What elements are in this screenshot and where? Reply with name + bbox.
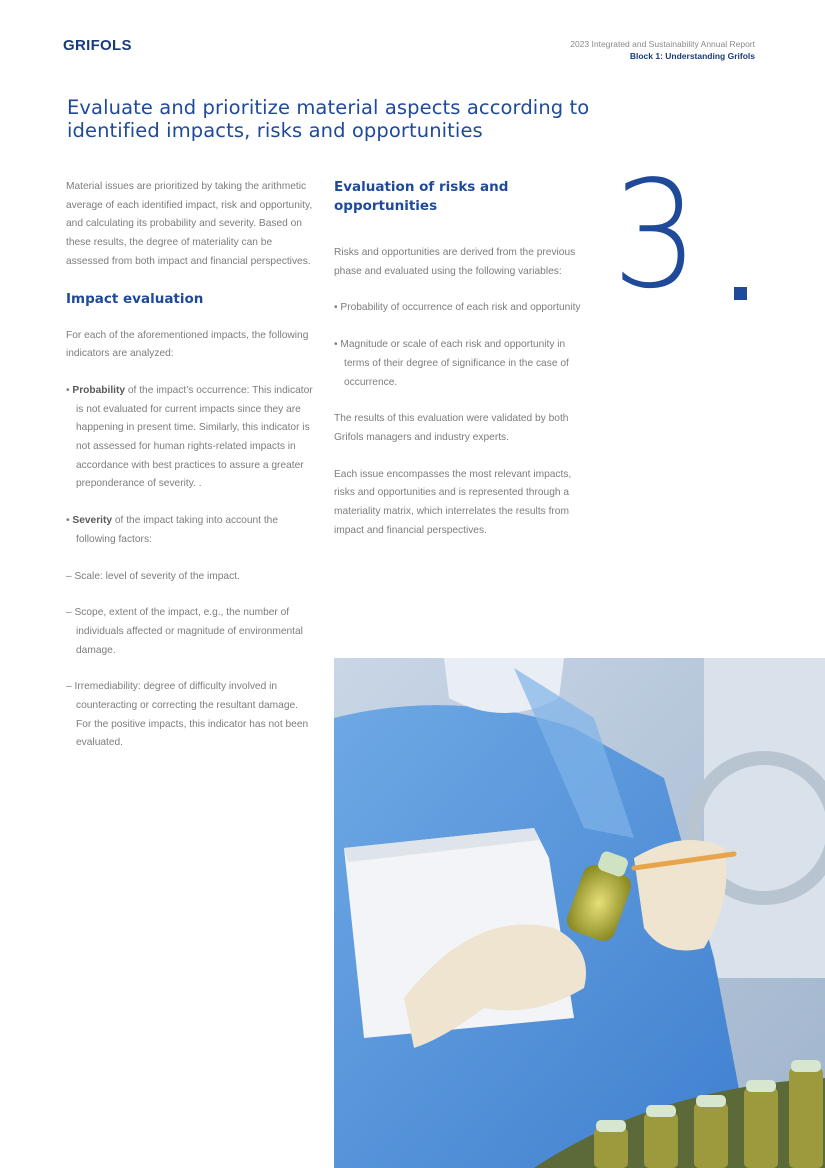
step-number: 3: [612, 149, 695, 321]
left-column: [66, 178, 314, 771]
report-header: [570, 38, 755, 62]
report-title: 2023 Integrated and Sustainability Annual Report: [570, 39, 755, 49]
indicators-intro: For each of the aforementioned impacts, the following indicators are analyzed:: [66, 329, 309, 360]
page-title: Evaluate and prioritize material aspects according to identified impacts, risks and opportunities: [67, 96, 590, 142]
probability-variable: • Probability of occurrence of each risk and opportunity: [334, 302, 581, 314]
block-label: Block 1: Understanding Grifols: [629, 51, 755, 61]
magnitude-variable: • Magnitude or scale of each risk and opportunity in terms of their degree of significance in the case of occurrence.: [334, 339, 569, 388]
probability-bullet: • Probability of the impact’s occurrence: This indicator is not evaluated for current impacts since they are happening in present time. Similarly, this indicator is not assessed for human rights-related impacts in accordance with best practices to assure a greater preponderance of severity. .: [66, 384, 313, 490]
lab-photo-illustration: [334, 658, 825, 1168]
irremediability-item: – Irremediability: degree of difficulty involved in counteracting or correcting the resultant damage. For the positive impacts, this indicator has not been evaluated.: [66, 681, 309, 749]
scope-item: – Scope, extent of the impact, e.g., the number of individuals affected or magnitude of environmental damage.: [66, 607, 303, 656]
validation-paragraph: The results of this evaluation were validated by both Grifols managers and industry experts.: [334, 413, 569, 443]
severity-text: of the impact taking into account the following factors:: [76, 515, 278, 545]
lab-technician-photo: [334, 658, 825, 1168]
risks-opportunities-heading: Evaluation of risks and opportunities: [334, 179, 509, 214]
step-number-dot: [734, 287, 747, 300]
probability-keyword: Probability: [72, 384, 126, 396]
intro-paragraph: Material issues are prioritized by taking the arithmetic average of each identified impact, risk and opportunity, and calculating its probability and severity. Based on these results, the degree of materiality can be assessed from both impact and financial perspectives.: [66, 181, 313, 267]
materiality-matrix-paragraph: Each issue encompasses the most relevant impacts, risks and opportunities and is represented through a materiality matrix, which interrelates the results from impact and financial perspectives.: [334, 468, 572, 536]
risks-intro: Risks and opportunities are derived from the previous phase and evaluated using the following variables:: [334, 247, 576, 277]
scale-item: – Scale: level of severity of the impact.: [66, 570, 240, 582]
grifols-logo: GRIFOLS: [63, 37, 132, 54]
severity-keyword: Severity: [72, 515, 113, 527]
impact-evaluation-heading: Impact evaluation: [66, 290, 204, 307]
probability-text: of the impact’s occurrence: This indicator is not evaluated for current impacts since they are happening in present time. Similarly, this indicator is not assessed for human rights-related impacts in accordance with best practices to assure a greater preponderance of severity. .: [76, 384, 313, 490]
middle-column: [334, 178, 584, 558]
severity-bullet: • Severity of the impact taking into account the following factors:: [66, 515, 278, 545]
